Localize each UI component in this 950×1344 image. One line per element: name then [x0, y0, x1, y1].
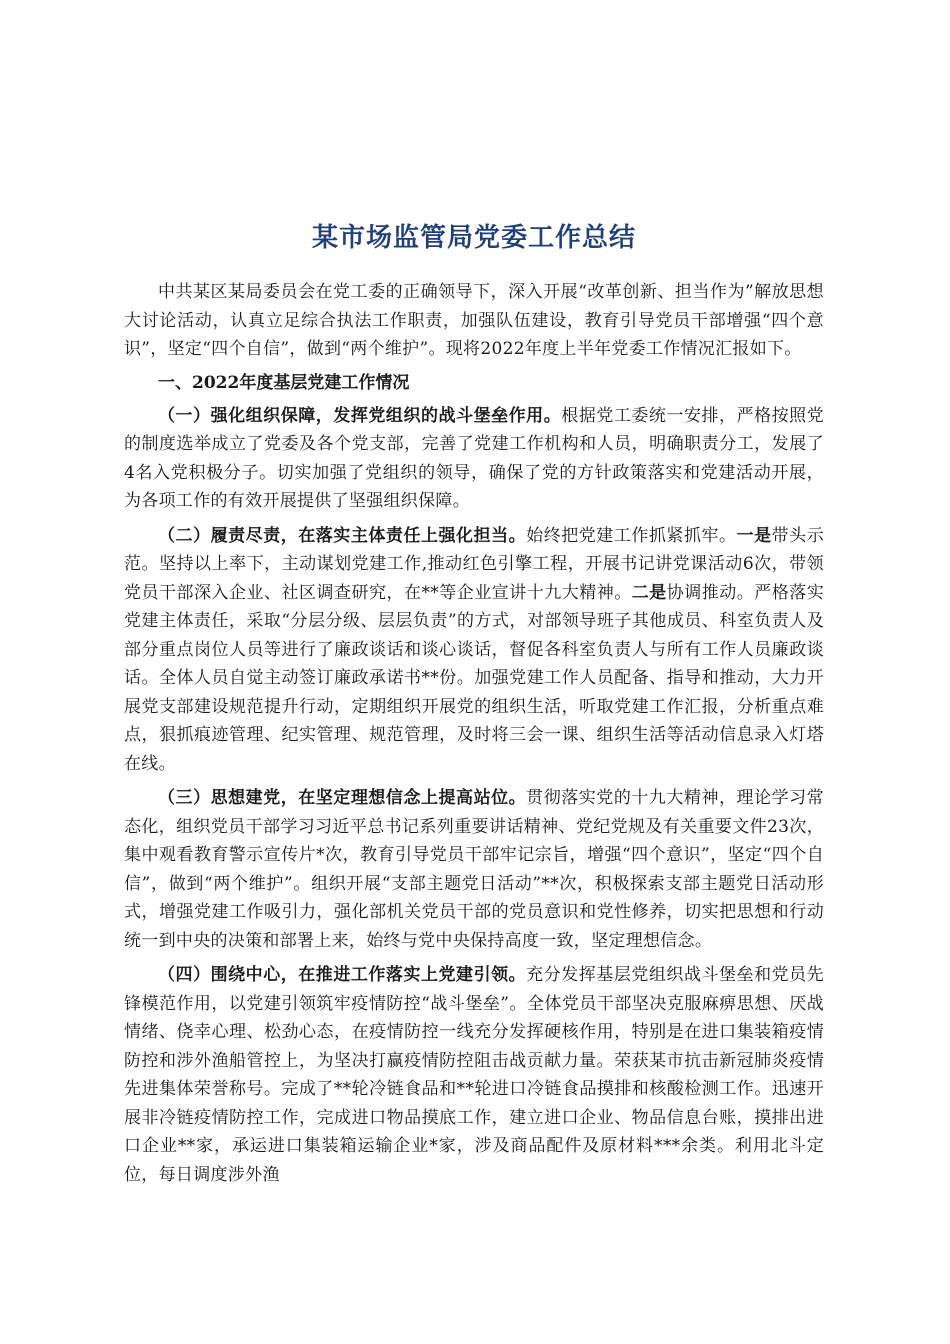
paragraph-organization: [124, 402, 824, 516]
paragraph-ideology: [124, 784, 824, 955]
paragraph-text: 根据党工委统一安排，严格按照党的制度选举成立了党委及各个党支部，完善了党建工作机构和人员，明确职责分工，发展了4名入党积极分子。切实加强了党组织的领导，确保了党的方针政策落实和党建活动开展，为各项工作的有效开展提供了坚强组织保障。: [124, 405, 825, 511]
paragraph-text: 贯彻落实党的十九大精神，理论学习常态化，组织党员干部学习习近平总书记系列重要讲话精神、党纪党规及有关重要文件23次，集中观看教育警示宣传片*次，教育引导党员干部牢记宗旨，增强“四个意识”，坚定“四个自信”，做到“两个维护”。组织开展“支部主题党日活动”**次，积极探索支部主题党日活动形式，增强党建工作吸引力，强化部机关党员干部的党员意识和党性修养，切实把思想和行动统一到中央的决策和部署上来，始终与党中央保持高度一致，坚定理想信念。: [124, 788, 824, 951]
enumeration-marker: 一是: [736, 525, 772, 546]
intro-paragraph: 中共某区某局委员会在党工委的正确领导下，深入开展“改革创新、担当作为”解放思想大讨论活动，认真立足综合执法工作职责，加强队伍建设，教育引导党员干部增强“四个意识”，坚定“四个自信”，做到“两个维护”。现将2022年度上半年党委工作情况汇报如下。: [124, 282, 824, 359]
document-title: 某市场监管局党委工作总结: [311, 223, 636, 253]
paragraph-text: 充分发挥基层党组织战斗堡垒和党员先锋模范作用，以党建引领筑牢疫情防控“战斗堡垒”。全体党员干部坚决克服麻痹思想、厌战情绪、侥幸心理、松劲心态，在疫情防控一线充分发挥硬核作用，特别是在进口集装箱疫情防控和涉外渔船管控上，为坚决打赢疫情防控阻击战贡献力量。荣获某市抗击新冠肺炎疫情先进集体荣誉称号。完成了**轮冷链食品和**轮进口冷链食品摸排和核酸检测工作。迅速开展非冷链疫情防控工作，完成进口物品摸底工作，建立进口企业、物品信息台账，摸排出进口企业**家，承运进口集装箱运输企业*家，涉及商品配件及原材料***余类。利用北斗定位，每日调度涉外渔: [124, 965, 824, 1185]
paragraph-central-work: [124, 961, 824, 1189]
paragraph-lead: （二）履责尽责，在落实主体责任上强化担当。: [158, 525, 527, 546]
paragraph-text: 带头示范。坚持以上率下，主动谋划党建工作,推动红色引擎工程，开展书记讲党课活动6次，带领党员干部深入企业、社区调查研究，在**等企业宣讲十九大精神。: [124, 525, 825, 603]
document-page: [124, 220, 824, 1189]
paragraph-responsibility: [124, 522, 824, 779]
paragraph-lead: （三）思想建党，在坚定理想信念上提高站位。: [158, 788, 527, 808]
paragraph-lead: （四）围绕中心，在推进工作落实上党建引领。: [158, 965, 527, 985]
paragraph-text: 协调推动。严格落实党建主体责任，采取“分层分级、层层负责”的方式，对部领导班子其他成员、科室负责人及部分重点岗位人员等进行了廉政谈话和谈心谈话，督促各科室负责人与所有工作人员廉政谈话。全体人员自觉主动签订廉政承诺书**份。加强党建工作人员配备、指导和推动，大力开展党支部建设规范提升行动，定期组织开展党的组织生活，听取党建工作汇报，分析重点难点，狠抓痕迹管理、纪实管理、规范管理，及时将三会一课、组织生活等活动信息录入灯塔在线。: [124, 582, 824, 774]
enumeration-marker: 二是: [631, 582, 667, 603]
paragraph-lead: （一）强化组织保障，发挥党组织的战斗堡垒作用。: [158, 405, 562, 426]
section-heading: 一、2022年度基层党建工作情况: [158, 372, 410, 393]
paragraph-text: 始终把党建工作抓紧抓牢。: [526, 525, 737, 546]
